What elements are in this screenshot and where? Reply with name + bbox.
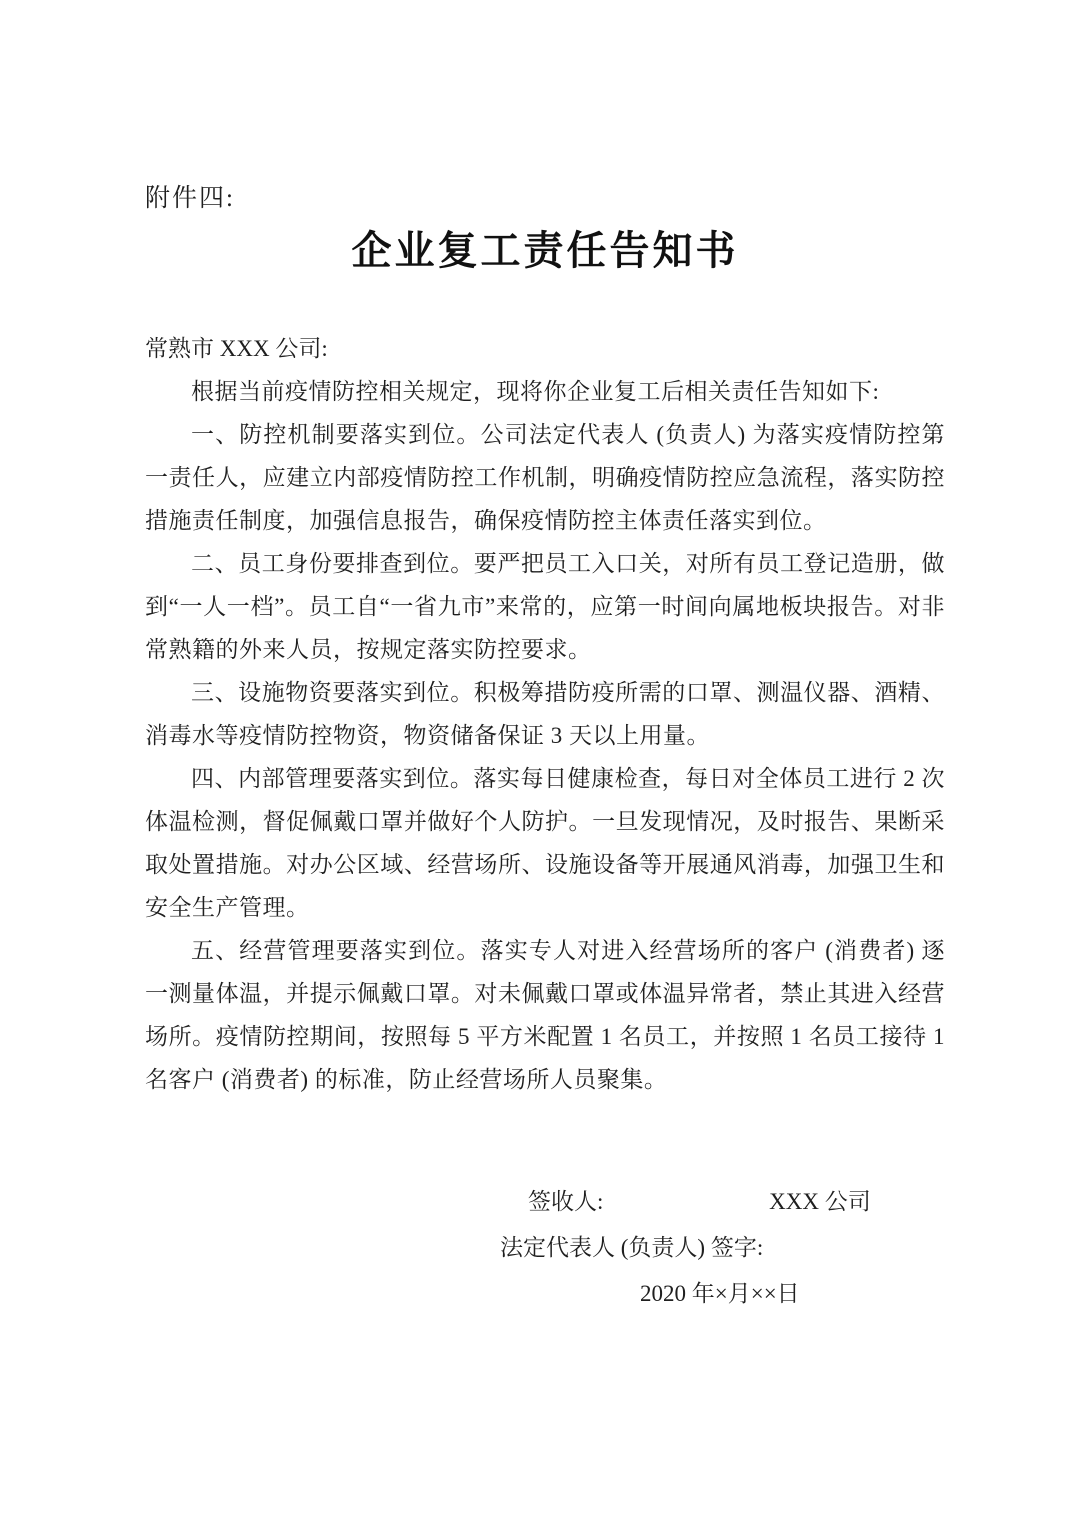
signature-block <box>145 1179 945 1317</box>
date-line: 2020 年×月××日 <box>640 1281 800 1306</box>
salutation: 常熟市 XXX 公司: <box>145 336 328 361</box>
paragraph-5: 五、经营管理要落实到位。落实专人对进入经营场所的客户 (消费者) 逐一测量体温，并提示佩戴口罩。对未佩戴口罩或体温异常者，禁止其进入经营场所。疫情防控期间，按照每 5 平方米配置 1 名员工，并按照 1 名员工接待 1 名客户 (消费者) 的标准，防止经营场所人员聚集。 <box>145 938 945 1092</box>
representative-signature-line: 法定代表人 (负责人) 签字: <box>500 1235 764 1260</box>
signer-company: XXX 公司 <box>769 1189 871 1214</box>
signer-line <box>145 1179 945 1225</box>
intro-paragraph: 根据当前疫情防控相关规定，现将你企业复工后相关责任告知如下: <box>191 379 880 404</box>
attachment-label: 附件四: <box>145 185 235 212</box>
document-content <box>145 183 945 1317</box>
paragraph-1: 一、防控机制要落实到位。公司法定代表人 (负责人) 为落实疫情防控第一责任人，应建立内部疫情防控工作机制，明确疫情防控应急流程，落实防控措施责任制度，加强信息报告，确保疫情防控主体责任落实到位。 <box>145 422 945 533</box>
signer-label: 签收人: <box>528 1189 604 1214</box>
paragraph-3: 三、设施物资要落实到位。积极筹措防疫所需的口罩、测温仪器、酒精、消毒水等疫情防控物资，物资储备保证 3 天以上用量。 <box>145 680 945 748</box>
paragraph-4: 四、内部管理要落实到位。落实每日健康检查，每日对全体员工进行 2 次体温检测，督促佩戴口罩并做好个人防护。一旦发现情况，及时报告、果断采取处置措施。对办公区域、经营场所、设施设备等开展通风消毒，加强卫生和安全生产管理。 <box>145 766 945 920</box>
paragraph-2: 二、员工身份要排查到位。要严把员工入口关，对所有员工登记造册，做到“一人一档”。员工自“一省九市”来常的，应第一时间向属地板块报告。对非常熟籍的外来人员，按规定落实防控要求。 <box>145 551 945 662</box>
document-title: 企业复工责任告知书 <box>351 229 739 273</box>
